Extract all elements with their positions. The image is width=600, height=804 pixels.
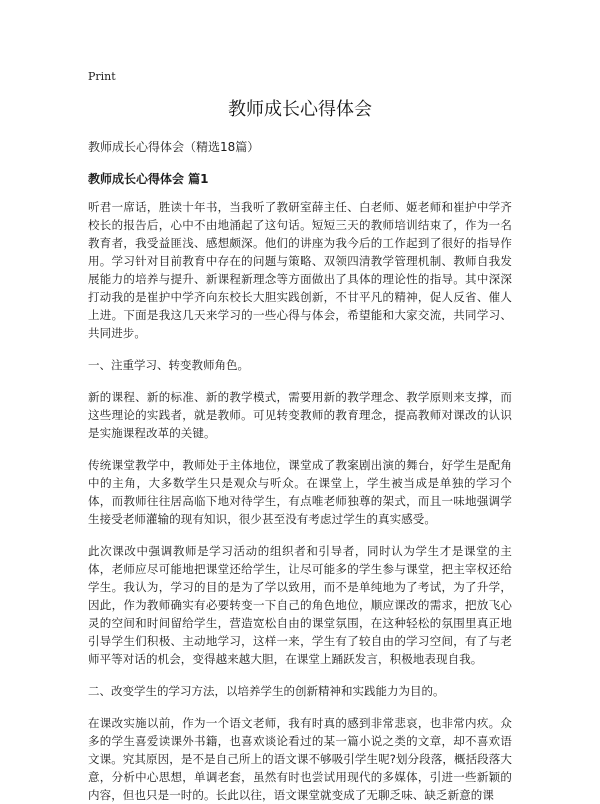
document-subtitle: 教师成长心得体会（精选18篇） [88,140,260,154]
document-body [88,198,512,804]
section-title: 教师成长心得体会 篇1 [88,172,209,186]
paragraph-4: 在课改实施以前，作为一个语文老师，我有时真的感到非常悲哀，也非常内疚。众多的学生喜爱读课外书籍，也喜欢谈论看过的某一篇小说之类的文章，却不喜欢语文课。究其原因，是不是自己所上的语文课不够吸引学生呢?划分段落，概括段落大意，分析中心思想，单调老套，虽然有时也尝试用现代的多媒体，引进一些新颖的内容，但也只是一时的。长此以往，语文课堂就变成了无聊乏味、缺乏新意的课 [88,716,512,802]
paragraph-2: 传统课堂教学中，教师处于主体地位，课堂成了教案剧出演的舞台，好学生是配角中的主角，大多数学生只是观众与听众。在课堂上，学生被当成是单独的学习个体，而教师往往居高临下地对待学生，有点唯老师独尊的架式，而且一味地强调学生接受老师灌输的现有知识，很少甚至没有考虑过学生的真实感受。 [88,458,512,526]
document-title: 教师成长心得体会 [228,99,372,120]
section-heading-2: 二、改变学生的学习方法，以培养学生的创新精神和实践能力为目的。 [88,684,445,698]
paragraph-intro: 听君一席话，胜读十年书，当我听了教研室薛主任、白老师、姬老师和崔护中学齐校长的报告后，心中不由地涌起了这句话。短短三天的教师培训结束了，作为一名教育者，我受益匪浅、感想颇深。他们的讲座为我今后的工作起到了很好的指导作用。学习针对目前教育中存在的问题与策略、双领四清教学管理机制、教师自我发展能力的培养与提升、新课程新理念等方面做出了具体的理论性的指导。其中深深打动我的是崔护中学齐向东校长大胆实践创新，不甘平凡的精神，促人反省、催人上进。下面是我这几天来学习的一些心得与体会，希望能和大家交流，共同学习、共同进步。 [88,200,512,340]
paragraph-1: 新的课程、新的标准、新的教学模式，需要用新的教学理念、教学原则来支撑，而这些理论的实践者，就是教师。可见转变教师的教育理念，提高教师对课改的认识是实施课程改革的关键。 [88,390,512,440]
print-label[interactable]: Print [88,70,116,83]
paragraph-3: 此次课改中强调教师是学习活动的组织者和引导者，同时认为学生才是课堂的主体，老师应尽可能地把课堂还给学生，让尽可能多的学生参与课堂，把主宰权还给学生。我认为，学习的目的是为了学以致用，而不是单纯地为了考试，为了升学，因此，作为教师确实有必要转变一下自己的角色地位，顺应课改的需求，把放飞心灵的空间和时间留给学生，营造宽松自由的课堂氛围，在这种轻松的氛围里真正地引导学生们积极、主动地学习，这样一来，学生有了较自由的学习空间，有了与老师平等对话的机会，变得越来越大胆，在课堂上踊跃发言，积极地表现自我。 [88,544,512,666]
section-heading-1: 一、注重学习、转变教师角色。 [88,358,249,372]
